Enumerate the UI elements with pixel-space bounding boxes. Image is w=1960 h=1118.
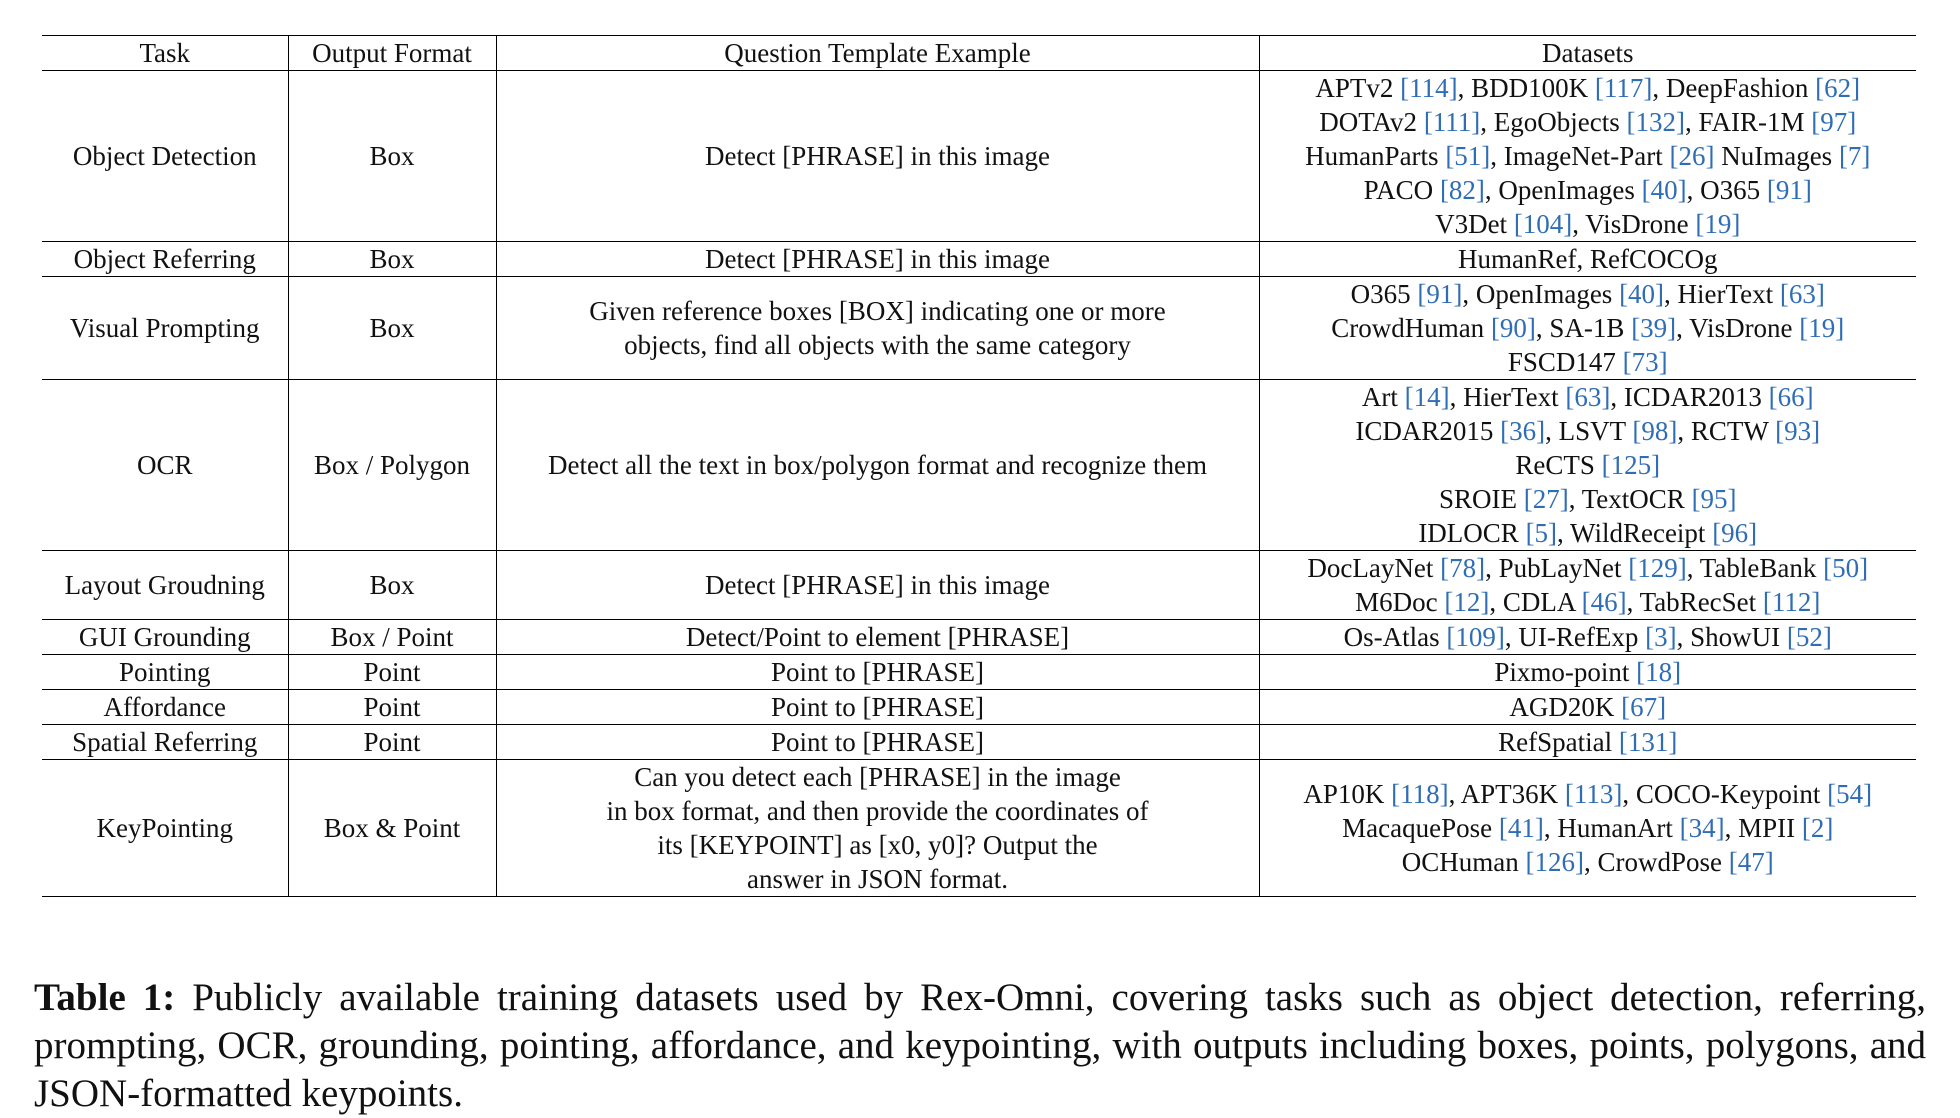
dataset-name: , OpenImages — [1484, 175, 1642, 205]
task-cell: Layout Groudning — [42, 551, 288, 620]
citation-link[interactable]: [67] — [1621, 692, 1667, 722]
output-format-cell: Box / Polygon — [288, 380, 496, 551]
dataset-name: , APT36K — [1448, 779, 1565, 809]
header-datasets: Datasets — [1259, 36, 1916, 71]
dataset-name: Pixmo-point — [1494, 657, 1637, 687]
datasets-cell — [1259, 277, 1916, 380]
citation-link[interactable]: [27] — [1523, 484, 1569, 514]
table-row — [42, 277, 1916, 380]
template-cell — [496, 690, 1259, 725]
header-task: Task — [42, 36, 288, 71]
citation-link[interactable]: [111] — [1423, 107, 1481, 137]
template-line: its [KEYPOINT] as [x0, y0]? Output the — [657, 830, 1098, 860]
dataset-name: Art — [1361, 382, 1405, 412]
datasets-line — [1266, 551, 1911, 585]
table-row — [42, 760, 1916, 897]
dataset-name: , WildReceipt — [1557, 518, 1713, 548]
dataset-name: APTv2 — [1315, 73, 1401, 103]
output-format-cell: Box — [288, 277, 496, 380]
template-line: in box format, and then provide the coordinates of — [606, 796, 1149, 826]
task-cell: Pointing — [42, 655, 288, 690]
citation-link[interactable]: [7] — [1838, 141, 1871, 171]
datasets-line — [1266, 516, 1911, 550]
template-line: Point to [PHRASE] — [770, 692, 985, 722]
dataset-name: , HierText — [1664, 279, 1780, 309]
citation-link[interactable]: [63] — [1779, 279, 1825, 309]
datasets-cell — [1259, 71, 1916, 242]
citation-link[interactable]: [82] — [1439, 175, 1485, 205]
caption-label: Table 1: — [34, 976, 176, 1019]
task-cell: GUI Grounding — [42, 620, 288, 655]
citation-link[interactable]: [97] — [1811, 107, 1857, 137]
template-cell — [496, 620, 1259, 655]
dataset-name: CrowdHuman — [1331, 313, 1491, 343]
table-row — [42, 620, 1916, 655]
datasets-line — [1266, 380, 1911, 414]
dataset-name: HumanRef, RefCOCOg — [1458, 244, 1718, 274]
table-header — [42, 36, 1916, 71]
dataset-name: , DeepFashion — [1652, 73, 1816, 103]
template-cell — [496, 242, 1259, 277]
datasets-cell — [1259, 690, 1916, 725]
citation-link[interactable]: [104] — [1513, 209, 1573, 239]
template-line: Can you detect each [PHRASE] in the image — [634, 762, 1121, 792]
dataset-name: Os-Atlas — [1343, 622, 1447, 652]
dataset-name: , VisDrone — [1676, 313, 1800, 343]
citation-link[interactable]: [41] — [1498, 813, 1544, 843]
task-cell: KeyPointing — [42, 760, 288, 897]
dataset-name: , ShowUI — [1676, 622, 1787, 652]
citation-link[interactable]: [91] — [1417, 279, 1463, 309]
template-line: Detect [PHRASE] in this image — [705, 244, 1050, 274]
citation-link[interactable]: [54] — [1827, 779, 1873, 809]
dataset-name: DOTAv2 — [1319, 107, 1424, 137]
task-cell: Visual Prompting — [42, 277, 288, 380]
template-line: Given reference boxes [BOX] indicating one or more — [589, 296, 1166, 326]
dataset-name: , HierText — [1449, 382, 1566, 412]
output-format-cell: Box / Point — [288, 620, 496, 655]
citation-link[interactable]: [93] — [1775, 416, 1821, 446]
citation-link[interactable]: [47] — [1728, 847, 1774, 877]
table-row — [42, 725, 1916, 760]
datasets-cell — [1259, 655, 1916, 690]
dataset-name: , MPII — [1724, 813, 1802, 843]
citation-link[interactable]: [117] — [1594, 73, 1653, 103]
datasets-line — [1266, 655, 1911, 689]
datasets-line — [1266, 811, 1911, 845]
citation-link[interactable]: [132] — [1626, 107, 1686, 137]
citation-link[interactable]: [114] — [1400, 73, 1458, 103]
dataset-name: V3Det — [1435, 209, 1514, 239]
citation-link[interactable]: [98] — [1632, 416, 1678, 446]
table-row — [42, 551, 1916, 620]
datasets-line — [1266, 620, 1911, 654]
citation-link[interactable]: [46] — [1581, 587, 1627, 617]
citation-link[interactable]: [63] — [1565, 382, 1611, 412]
table-row — [42, 690, 1916, 725]
citation-link[interactable]: [73] — [1622, 347, 1668, 377]
output-format-cell: Box — [288, 551, 496, 620]
output-format-cell: Point — [288, 690, 496, 725]
datasets-line — [1266, 845, 1911, 879]
datasets-line — [1266, 207, 1911, 241]
template-line: answer in JSON format. — [747, 864, 1008, 894]
citation-link[interactable]: [52] — [1786, 622, 1832, 652]
citation-link[interactable]: [131] — [1618, 727, 1678, 757]
output-format-cell: Box — [288, 242, 496, 277]
dataset-name: NuImages — [1714, 141, 1839, 171]
template-cell — [496, 725, 1259, 760]
output-format-cell: Box — [288, 71, 496, 242]
citation-link[interactable]: [78] — [1440, 553, 1486, 583]
dataset-name: HumanParts — [1305, 141, 1446, 171]
citation-link[interactable]: [19] — [1695, 209, 1741, 239]
datasets-line — [1266, 414, 1911, 448]
datasets-line — [1266, 242, 1911, 276]
dataset-name: , VisDrone — [1572, 209, 1696, 239]
dataset-name: ReCTS — [1515, 450, 1602, 480]
dataset-name: , FAIR-1M — [1685, 107, 1812, 137]
table-row — [42, 380, 1916, 551]
datasets-cell — [1259, 760, 1916, 897]
citation-link[interactable]: [113] — [1564, 779, 1623, 809]
dataset-name: M6Doc — [1355, 587, 1445, 617]
datasets-table — [42, 35, 1916, 897]
dataset-name: DocLayNet — [1307, 553, 1441, 583]
table-row — [42, 655, 1916, 690]
citation-link[interactable]: [51] — [1445, 141, 1491, 171]
dataset-name: , SA-1B — [1535, 313, 1632, 343]
dataset-name: PACO — [1363, 175, 1440, 205]
citation-link[interactable]: [26] — [1669, 141, 1715, 171]
dataset-name: , UI-RefExp — [1504, 622, 1646, 652]
citation-link[interactable]: [39] — [1631, 313, 1677, 343]
task-cell: Object Detection — [42, 71, 288, 242]
citation-link[interactable]: [126] — [1525, 847, 1584, 877]
citation-link[interactable]: [62] — [1815, 73, 1861, 103]
citation-link[interactable]: [118] — [1391, 779, 1449, 809]
dataset-name: , COCO-Keypoint — [1622, 779, 1828, 809]
header-output-format: Output Format — [288, 36, 496, 71]
template-line: Detect/Point to element [PHRASE] — [685, 622, 1070, 652]
citation-link[interactable]: [40] — [1641, 175, 1687, 205]
citation-link[interactable]: [90] — [1490, 313, 1536, 343]
citation-link[interactable]: [14] — [1404, 382, 1450, 412]
template-line: Detect all the text in box/polygon format and recognize them — [547, 450, 1208, 480]
datasets-line — [1266, 482, 1911, 516]
dataset-name: OCHuman — [1401, 847, 1526, 877]
header-question-template: Question Template Example — [496, 36, 1259, 71]
datasets-line — [1266, 139, 1911, 173]
dataset-name: , ImageNet-Part — [1490, 141, 1670, 171]
datasets-line — [1266, 345, 1911, 379]
dataset-name: MacaquePose — [1342, 813, 1499, 843]
template-line: Point to [PHRASE] — [770, 657, 985, 687]
table-row — [42, 242, 1916, 277]
dataset-name: , CrowdPose — [1583, 847, 1729, 877]
citation-link[interactable]: [112] — [1762, 587, 1821, 617]
dataset-name: , BDD100K — [1457, 73, 1595, 103]
datasets-cell — [1259, 380, 1916, 551]
citation-link[interactable]: [109] — [1446, 622, 1505, 652]
caption-text: Publicly available training datasets used by Rex-Omni, covering tasks such as object detection, referring, prompting, OCR, grounding, pointing, affordance, and keypointing, with outputs including boxes, points, polygons, and JSON-formatted keypoints. — [34, 976, 1926, 1115]
dataset-name: FSCD147 — [1507, 347, 1623, 377]
citation-link[interactable]: [96] — [1712, 518, 1758, 548]
datasets-line — [1266, 105, 1911, 139]
task-cell: OCR — [42, 380, 288, 551]
dataset-name: , OpenImages — [1462, 279, 1620, 309]
dataset-name: , O365 — [1686, 175, 1767, 205]
dataset-name: , LSVT — [1545, 416, 1633, 446]
template-line: objects, find all objects with the same category — [624, 330, 1131, 360]
dataset-name: O365 — [1350, 279, 1418, 309]
task-cell: Object Referring — [42, 242, 288, 277]
dataset-name: , PubLayNet — [1485, 553, 1629, 583]
citation-link[interactable]: [50] — [1823, 553, 1869, 583]
datasets-line — [1266, 311, 1911, 345]
citation-link[interactable]: [19] — [1799, 313, 1845, 343]
dataset-name: ICDAR2015 — [1355, 416, 1501, 446]
template-line: Detect [PHRASE] in this image — [705, 570, 1050, 600]
datasets-cell — [1259, 725, 1916, 760]
citation-link[interactable]: [2] — [1801, 813, 1834, 843]
output-format-cell: Box & Point — [288, 760, 496, 897]
task-cell: Affordance — [42, 690, 288, 725]
dataset-name: , ICDAR2013 — [1610, 382, 1769, 412]
datasets-line — [1266, 277, 1911, 311]
task-cell: Spatial Referring — [42, 725, 288, 760]
citation-link[interactable]: [91] — [1766, 175, 1812, 205]
template-cell — [496, 760, 1259, 897]
header-row — [42, 36, 1916, 71]
citation-link[interactable]: [36] — [1500, 416, 1546, 446]
datasets-line — [1266, 690, 1911, 724]
citation-link[interactable]: [40] — [1619, 279, 1665, 309]
template-line: Detect [PHRASE] in this image — [705, 141, 1050, 171]
output-format-cell: Point — [288, 655, 496, 690]
template-cell — [496, 277, 1259, 380]
dataset-name: SROIE — [1438, 484, 1524, 514]
table-caption — [34, 974, 1926, 1118]
table-body — [42, 71, 1916, 897]
citation-link[interactable]: [34] — [1679, 813, 1725, 843]
citation-link[interactable]: [95] — [1691, 484, 1737, 514]
dataset-name: , EgoObjects — [1480, 107, 1627, 137]
dataset-name: , TextOCR — [1568, 484, 1692, 514]
citation-link[interactable]: [5] — [1525, 518, 1558, 548]
dataset-name: AGD20K — [1509, 692, 1622, 722]
datasets-line — [1266, 448, 1911, 482]
output-format-cell: Point — [288, 725, 496, 760]
dataset-name: IDLOCR — [1418, 518, 1526, 548]
datasets-line — [1266, 725, 1911, 759]
datasets-cell — [1259, 242, 1916, 277]
citation-link[interactable]: [3] — [1645, 622, 1677, 652]
dataset-name: , HumanArt — [1543, 813, 1680, 843]
datasets-cell — [1259, 620, 1916, 655]
template-cell — [496, 380, 1259, 551]
datasets-line — [1266, 173, 1911, 207]
template-cell — [496, 551, 1259, 620]
dataset-name: , RCTW — [1677, 416, 1776, 446]
dataset-name: , TableBank — [1686, 553, 1824, 583]
datasets-line — [1266, 777, 1911, 811]
datasets-line — [1266, 71, 1911, 105]
datasets-cell — [1259, 551, 1916, 620]
citation-link[interactable]: [125] — [1601, 450, 1661, 480]
dataset-name: AP10K — [1303, 779, 1392, 809]
table-row — [42, 71, 1916, 242]
citation-link[interactable]: [18] — [1636, 657, 1682, 687]
dataset-name: , CDLA — [1489, 587, 1582, 617]
template-cell — [496, 71, 1259, 242]
datasets-line — [1266, 585, 1911, 619]
citation-link[interactable]: [12] — [1444, 587, 1490, 617]
citation-link[interactable]: [129] — [1628, 553, 1687, 583]
template-line: Point to [PHRASE] — [770, 727, 985, 757]
dataset-name: , TabRecSet — [1626, 587, 1763, 617]
citation-link[interactable]: [66] — [1768, 382, 1814, 412]
template-cell — [496, 655, 1259, 690]
dataset-name: RefSpatial — [1498, 727, 1619, 757]
